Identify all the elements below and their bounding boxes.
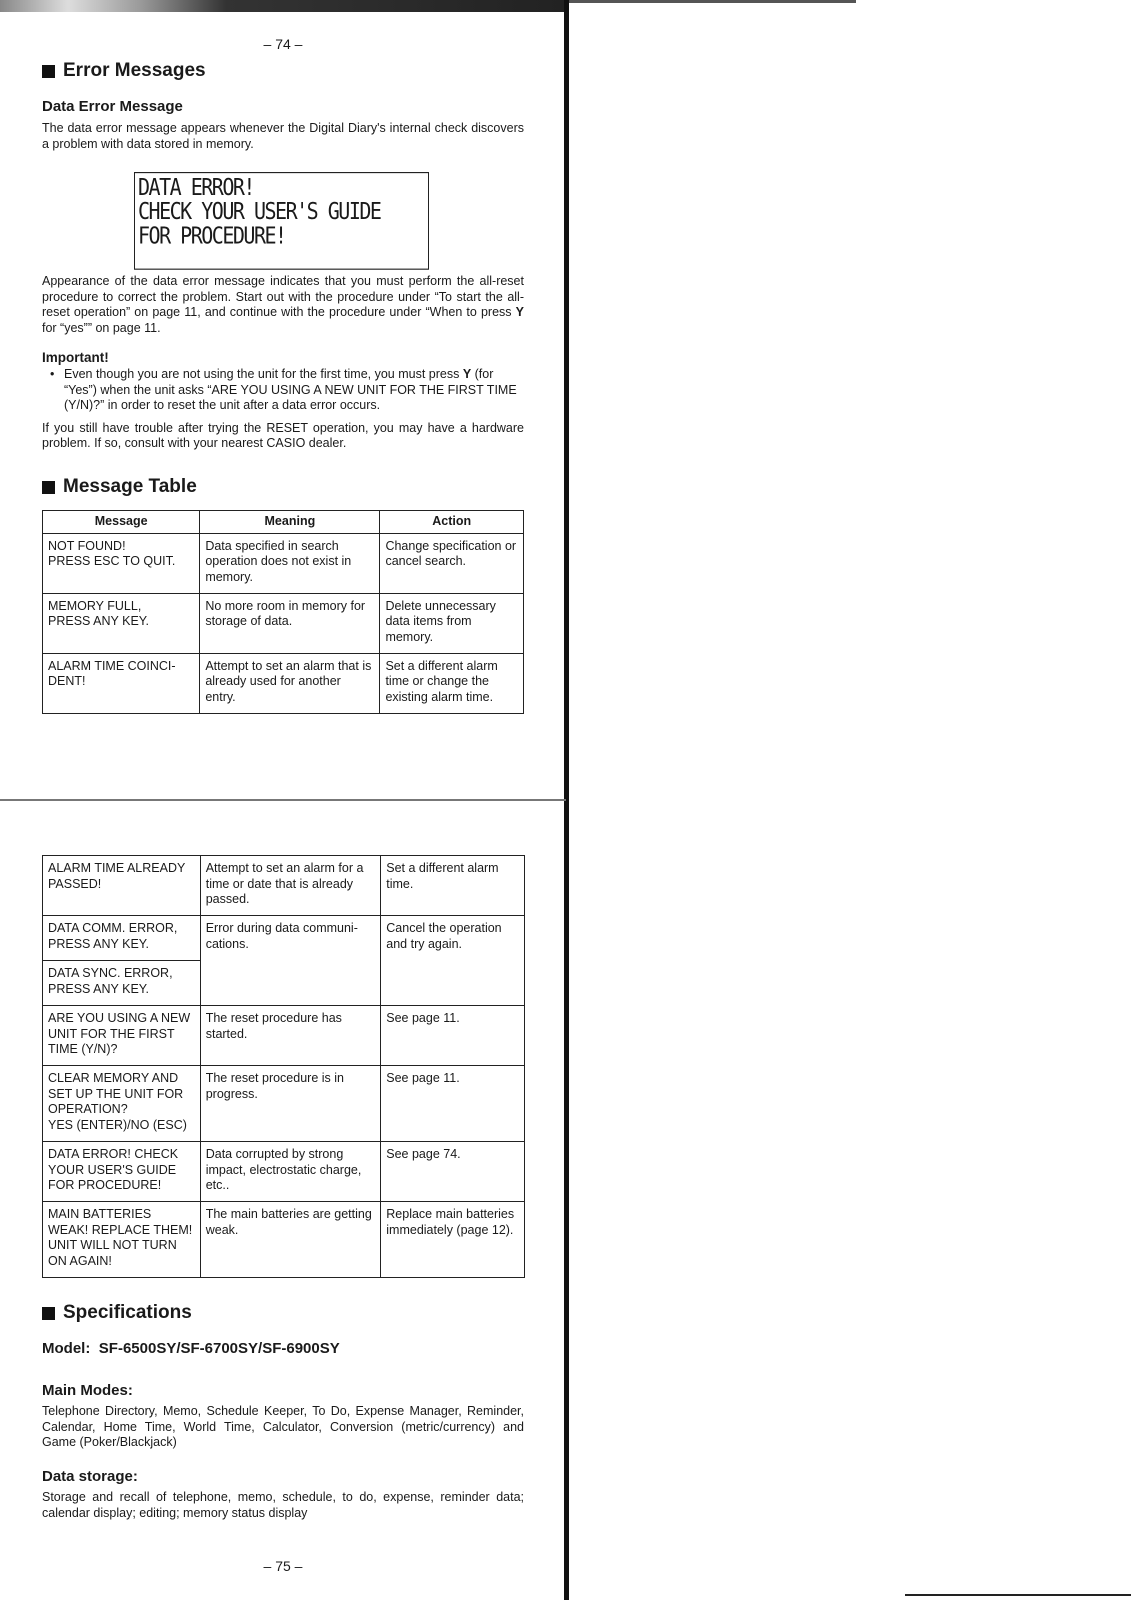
main-modes-heading: Main Modes: bbox=[42, 1382, 133, 1399]
data-storage-heading: Data storage: bbox=[42, 1468, 138, 1485]
column-header: Meaning bbox=[200, 511, 380, 534]
bullet-text: Even though you are not using the unit for the first time, you must press bbox=[64, 367, 463, 381]
meaning-cell: Error during data communi- cations. bbox=[200, 916, 381, 1006]
table-row bbox=[43, 1202, 525, 1278]
key-label: Y bbox=[462, 367, 472, 381]
meaning-cell: Attempt to set an alarm for a time or date that is already passed. bbox=[200, 856, 381, 916]
bullet-text: (for “Yes”) when the unit asks “ARE YOU USING A NEW UNIT FOR THE FIRST TIME (Y/N)?” in order to reset the unit after a data error occurs. bbox=[64, 367, 517, 412]
important-block bbox=[42, 350, 524, 452]
data-error-intro: The data error message appears whenever the Digital Diary's internal check discovers a problem with data stored in memory. bbox=[42, 121, 524, 151]
trouble-text: If you still have trouble after trying the RESET operation, you may have a hardware problem. If so, consult with your nearest CASIO dealer. bbox=[42, 420, 524, 450]
action-cell: See page 74. bbox=[381, 1142, 525, 1202]
important-bullet bbox=[42, 367, 524, 414]
action-cell: Replace main batteries immediately (page 12). bbox=[381, 1202, 525, 1278]
scan-bottom-edge bbox=[905, 1594, 1131, 1596]
table-row bbox=[43, 1142, 525, 1202]
meaning-cell: No more room in memory for storage of data. bbox=[200, 593, 380, 653]
message-table-part2 bbox=[42, 855, 525, 1278]
data-error-explanation bbox=[42, 274, 524, 336]
key-label: Y bbox=[515, 305, 524, 319]
table-row bbox=[43, 856, 525, 916]
action-cell: Set a different alarm time or change the existing alarm time. bbox=[380, 653, 524, 713]
error-messages-heading: Error Messages bbox=[42, 60, 524, 82]
message-table-section bbox=[42, 476, 524, 498]
meaning-cell: Data corrupted by strong impact, electrostatic charge, etc.. bbox=[200, 1142, 381, 1202]
specifications-section bbox=[42, 1302, 524, 1324]
action-cell: See page 11. bbox=[381, 1066, 525, 1142]
page-number-bottom: – 75 – bbox=[263, 1558, 303, 1574]
message-cell: CLEAR MEMORY AND SET UP THE UNIT FOR OPERATION? YES (ENTER)/NO (ESC) bbox=[43, 1066, 201, 1142]
meaning-cell: The main batteries are getting weak. bbox=[200, 1202, 381, 1278]
message-cell: ALARM TIME ALREADY PASSED! bbox=[43, 856, 201, 916]
meaning-cell: The reset procedure has started. bbox=[200, 1006, 381, 1066]
action-cell: Set a different alarm time. bbox=[381, 856, 525, 916]
message-cell: ARE YOU USING A NEW UNIT FOR THE FIRST TIME (Y/N)? bbox=[43, 1006, 201, 1066]
action-cell: Delete unnecessary data items from memory. bbox=[380, 593, 524, 653]
action-cell: Cancel the operation and try again. bbox=[381, 916, 525, 1006]
message-cell: DATA ERROR! CHECK YOUR USER'S GUIDE FOR PROCEDURE! bbox=[43, 1142, 201, 1202]
lcd-line: CHECK YOUR USER'S GUIDE bbox=[138, 197, 381, 225]
lcd-display bbox=[134, 172, 429, 270]
important-heading: Important! bbox=[42, 350, 109, 365]
scan-top-edge-right bbox=[566, 0, 856, 3]
message-table-heading: Message Table bbox=[42, 476, 524, 498]
square-bullet-icon bbox=[42, 65, 55, 78]
meaning-cell: Data specified in search operation does not exist in memory. bbox=[200, 533, 380, 593]
column-header: Message bbox=[43, 511, 200, 534]
table-row bbox=[43, 533, 524, 593]
square-bullet-icon bbox=[42, 1307, 55, 1320]
body-text: for “yes”” on page 11. bbox=[42, 320, 161, 335]
message-cell: ALARM TIME COINCI- DENT! bbox=[43, 653, 200, 713]
message-table-part1 bbox=[42, 510, 524, 714]
body-text: Appearance of the data error message indicates that you must perform the all-reset procedure to correct the problem. Start out with the procedure under “To start the all-reset operation” on page 11, and continue with the procedure under “When to press bbox=[42, 274, 524, 319]
square-bullet-icon bbox=[42, 481, 55, 494]
column-header: Action bbox=[380, 511, 524, 534]
meaning-cell: The reset procedure is in progress. bbox=[200, 1066, 381, 1142]
table-row bbox=[43, 653, 524, 713]
lcd-line: FOR PROCEDURE! bbox=[138, 221, 286, 250]
data-error-block bbox=[42, 98, 524, 152]
page-divider bbox=[0, 799, 566, 801]
page-number-top: – 74 – bbox=[263, 36, 303, 52]
model-value: SF-6500SY/SF-6700SY/SF-6900SY bbox=[98, 1340, 340, 1357]
data-storage-block bbox=[42, 1468, 524, 1521]
message-cell: MEMORY FULL, PRESS ANY KEY. bbox=[43, 593, 200, 653]
message-cell: DATA COMM. ERROR, PRESS ANY KEY. bbox=[43, 916, 201, 961]
scan-top-edge bbox=[0, 0, 566, 12]
data-error-heading: Data Error Message bbox=[42, 98, 183, 115]
data-storage-text: Storage and recall of telephone, memo, schedule, to do, expense, reminder data; calendar display; editing; memory status display bbox=[42, 1490, 524, 1520]
message-cell: NOT FOUND! PRESS ESC TO QUIT. bbox=[43, 533, 200, 593]
table-row bbox=[43, 916, 525, 961]
table-header-row bbox=[43, 511, 524, 534]
table-row bbox=[43, 1066, 525, 1142]
meaning-cell: Attempt to set an alarm that is already used for another entry. bbox=[200, 653, 380, 713]
model-label: Model: bbox=[42, 1340, 91, 1357]
error-messages-section bbox=[42, 60, 524, 82]
model-line bbox=[42, 1340, 524, 1358]
specifications-heading: Specifications bbox=[42, 1302, 524, 1324]
main-modes-block bbox=[42, 1382, 524, 1451]
action-cell: Change specification or cancel search. bbox=[380, 533, 524, 593]
message-cell: MAIN BATTERIES WEAK! REPLACE THEM! UNIT WILL NOT TURN ON AGAIN! bbox=[43, 1202, 201, 1278]
table-row bbox=[43, 1006, 525, 1066]
lcd-line: DATA ERROR! bbox=[138, 173, 254, 201]
table-row bbox=[43, 593, 524, 653]
main-modes-text: Telephone Directory, Memo, Schedule Keeper, To Do, Expense Manager, Reminder, Calendar, Home Time, World Time, Calculator, Conversion (metric/currency) and Game (Poker/Blackjack) bbox=[42, 1404, 524, 1449]
action-cell: See page 11. bbox=[381, 1006, 525, 1066]
message-cell: DATA SYNC. ERROR, PRESS ANY KEY. bbox=[43, 961, 201, 1006]
